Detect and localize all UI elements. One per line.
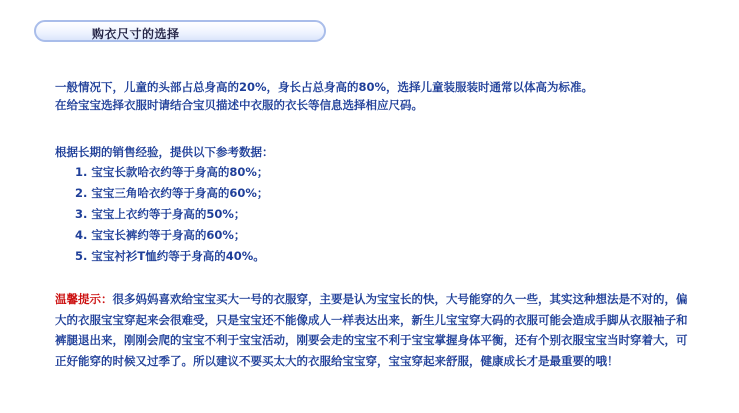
reference-list — [75, 162, 268, 267]
list-item: 1. 宝宝长款哈衣约等于身高的80%； — [75, 165, 269, 179]
list-item: 3. 宝宝上衣约等于身高的50%； — [75, 207, 246, 221]
intro-paragraph — [55, 78, 593, 114]
tip-text: 很多妈妈喜欢给宝宝买大一号的衣服穿，主要是认为宝宝长的快，大号能穿的久一些，其实这种想法是不对的，偏大的衣服宝宝穿起来会很难受，只是宝宝还不能像成人一样表达出来，新生儿宝宝穿大码的衣服可能会造成手脚从衣服袖子和裤腿退出来，刚刚会爬的宝宝不利于宝宝活动，刚要会走的宝宝不利于宝宝掌握身体平衡，还有个别衣服宝宝当时穿着大，可正好能穿的时候又过季了。所以建议不要买太大的衣服给宝宝穿，宝宝穿起来舒服，健康成长才是最重要的哦！ — [55, 292, 688, 368]
section-title: 购衣尺寸的选择 — [92, 27, 180, 41]
intro-line-1: 一般情况下，儿童的头部占总身高的20%，身长占总身高的80%，选择儿童装服装时通常以体高为标准。 — [55, 80, 594, 94]
list-item: 2. 宝宝三角哈衣约等于身高的60%； — [75, 186, 269, 200]
tip-label: 温馨提示： — [55, 292, 113, 306]
list-item: 4. 宝宝长裤约等于身高的60%； — [75, 228, 246, 242]
intro-line-2: 在给宝宝选择衣服时请结合宝贝描述中衣服的衣长等信息选择相应尺码。 — [55, 98, 423, 112]
tip-paragraph — [55, 289, 695, 371]
section-title-bar — [34, 20, 326, 42]
reference-heading: 根据长期的销售经验，提供以下参考数据： — [55, 145, 274, 159]
list-item: 5. 宝宝衬衫T恤约等于身高的40%。 — [75, 249, 265, 263]
